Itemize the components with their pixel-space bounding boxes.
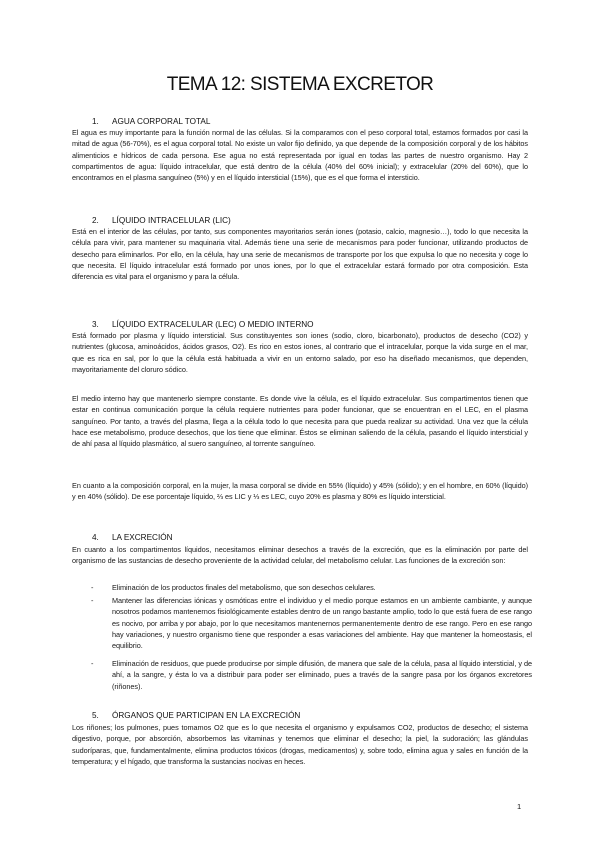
list-item (91, 658, 532, 692)
list-item-text: Eliminación de residuos, que puede producirse por simple difusión, de manera que sale de la célula, pasa al líquido intersticial, y de ahí, a la sangre, y ésta lo va a distribuir para poder ser eliminado, pues a través de la sangre pasa por los órganos excretores (riñones). (112, 659, 532, 691)
section-3-heading (92, 320, 314, 329)
section-3-paragraph-3: En cuanto a la composición corporal, en la mujer, la masa corporal se divide en 55% (líquido) y 45% (sólido); y en el hombre, en 60% (líquido) y en 40% (sólido). De ese porcentaje líquido, ⅔ es LIC y ⅓ es LEC, cuyo 20% es plasma y 80% es líquido intersticial. (72, 481, 528, 502)
document-title: TEMA 12: SISTEMA EXCRETOR (166, 74, 434, 95)
bullet-dash: - (91, 596, 94, 605)
section-3-paragraph-2: El medio interno hay que mantenerlo siempre constante. Es donde vive la célula, es el líquido extracelular. Sus compartimentos tienen que estar en continua comunicación porque la célula requiere nutrientes para poder funcionar, que se encuentran en el LEC, en el plasma sanguíneo. Por tanto, a través del plasma, llega a la célula todo lo que necesita para que pueda realizar su actividad. Una vez que la célula hace ese metabolismo, produce desechos, que los tiene que eliminar. Éstos se eliminan saliendo de la célula, pasando el líquido intersticial y de ahí pasa al líquido plasmático, al suero sanguíneo, al torrente sanguíneo. (72, 394, 528, 449)
list-item (91, 582, 532, 593)
section-title: ÓRGANOS QUE PARTICIPAN EN LA EXCRECIÓN (112, 711, 301, 720)
list-item-text: Eliminación de los productos finales del metabolismo, que son desechos celulares. (112, 583, 376, 592)
section-5-paragraph-1: Los riñones; los pulmones, pues tomamos O2 que es lo que necesita el organismo y expulsamos CO2, productos de desecho; el sistema digestivo, porque, por absorción, absorbemos las vitaminas y tenemos que eliminar el desecho; la piel, la sudoración; las glándulas sudoríparas, que, fundamentalmente, elimina productos tóxicos (drogas, medicamentos) y, sobre todo, elimina agua y sales en función de la temperatura; y el hígado, que transforma la sustancias nocivas en heces. (72, 723, 528, 766)
section-1-paragraph-1: El agua es muy importante para la función normal de las células. Si la comparamos con el peso corporal total, estamos formados por casi la mitad de agua (56-70%), es el agua corporal total. No existe un valor fijo definido, ya que depende de la composición corporal y de los hábitos alimenticios e hídricos de cada persona. Ese agua no está representada por igual en todas las partes de nuestro organismo. Hay 2 compartimentos de agua: líquido intracelular, que está dentro de la célula (40% del 60% inicial); y extracelular (20% del 60%), que lo encontramos en el plasma sanguíneo (5%) y en el líquido intersticial (15%), que es el que forma el intersticio. (72, 128, 528, 183)
bullet-dash: - (91, 659, 94, 668)
section-5-heading (92, 711, 300, 720)
section-3-paragraph-1: Está formado por plasma y líquido intersticial. Sus constituyentes son iones (sodio, cloro, bicarbonato), productos de desecho (CO2) y nutrientes (glucosa, aminoácidos, ácidos grasos, O2). Es rico en estos iones, al contrario que el intracelular, porque la vida surge en el mar, que es rica en sal, por lo que la célula está habituada a vivir en un entorno salado, por eso ha diseñado mecanismos, que dependen, mayoritariamente del cloruro sódico. (72, 331, 528, 374)
section-2-paragraph-1: Está en el interior de las células, por tanto, sus componentes mayoritarios serán iones (potasio, calcio, magnesio…), todo lo que necesita la célula para vivir, para mantener su maquinaria vital. Además tiene una serie de mecanismos para poder funcionar, utilizando productos de desecho para eliminarlos. Por ello, en la célula, hay una serie de mecanismos de transporte por los que expulsa lo que no necesita y coge lo que necesita. El líquido intracelular está formado por unos iones, por lo que el extracelular estará formado por otra composición. Esta diferencia es vital para el organismo y para la célula. (72, 227, 528, 282)
section-title: LÍQUIDO EXTRACELULAR (LEC) O MEDIO INTERNO (112, 320, 314, 329)
section-number: 4. (92, 533, 99, 542)
section-number: 2. (92, 216, 99, 225)
section-1-heading (92, 117, 210, 126)
section-4-paragraph-1: En cuanto a los compartimentos líquidos, necesitamos eliminar desechos a través de la excreción, que es la eliminación por parte del organismo de las sustancias de desecho proveniente de la actividad celular, del metabolismo celular. Las funciones de la excreción son: (72, 545, 528, 566)
section-number: 3. (92, 320, 99, 329)
section-4-heading (92, 533, 173, 542)
list-item (91, 595, 532, 651)
section-title: LÍQUIDO INTRACELULAR (LIC) (112, 216, 231, 225)
section-title: LA EXCRECIÓN (112, 533, 173, 542)
list-item-text: Mantener las diferencias iónicas y osmóticas entre el individuo y el medio porque estamos en un ambiente cambiante, y aunque nosotros podamos mantenernos fisiológicamente estables dentro de un rango bastante amplio, todo lo que está fuera de ese rango es nocivo, por arriba y por abajo, por lo que necesitamos mantenernos permanentemente dentro de ese rango. Pero en ese rango hay variaciones, y nuestro organismo tiene que responder a esas variaciones del ambiente. Hay que mantener la homeostasis, el equilibrio. (112, 596, 532, 651)
section-title: AGUA CORPORAL TOTAL (112, 117, 211, 126)
bullet-dash: - (91, 583, 94, 592)
section-2-heading (92, 216, 231, 225)
page-number: 1 (517, 802, 522, 811)
section-number: 1. (92, 117, 99, 126)
section-number: 5. (92, 711, 99, 720)
